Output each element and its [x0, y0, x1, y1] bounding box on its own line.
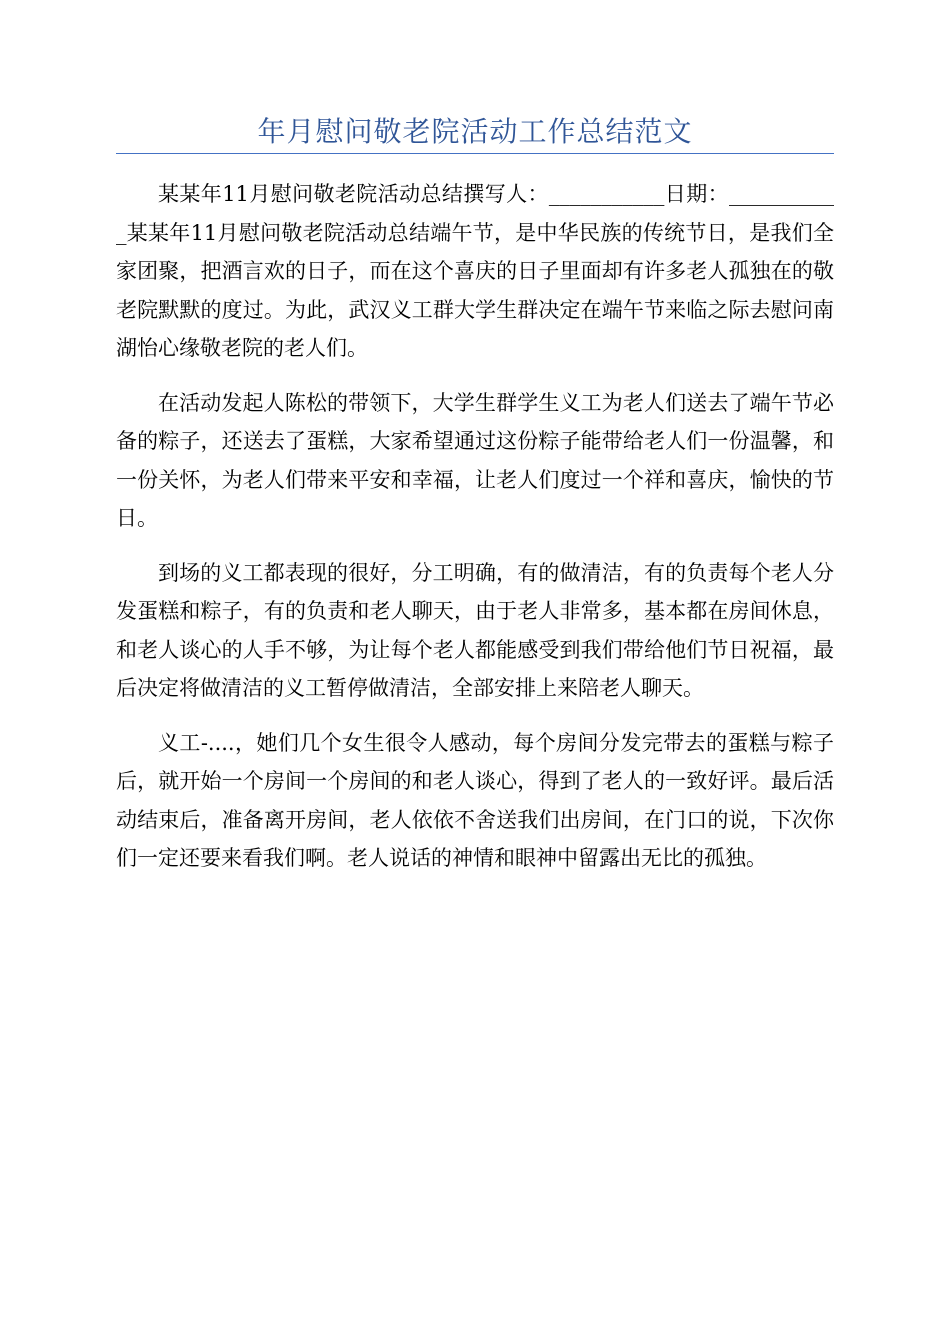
paragraph-3: 到场的义工都表现的很好，分工明确，有的做清洁，有的负责每个老人分发蛋糕和粽子，有的负责和老人聊天，由于老人非常多，基本都在房间休息，和老人谈心的人手不够，为让每个老人都能感受到我们带给他们节日祝福，最后决定将做清洁的义工暂停做清洁，全部安排上来陪老人聊天。 — [116, 560, 834, 700]
paragraph-4: 义工-....，她们几个女生很令人感动，每个房间分发完带去的蛋糕与粽子后，就开始一个房间一个房间的和老人谈心，得到了老人的一致好评。最后活动结束后，准备离开房间，老人依依不舍送我们出房间，在门口的说，下次你们一定还要来看我们啊。老人说话的神情和眼神中留露出无比的孤独。 — [116, 730, 834, 870]
paragraph-2: 在活动发起人陈松的带领下，大学生群学生义工为老人们送去了端午节必备的粽子，还送去了蛋糕，大家希望通过这份粽子能带给老人们一份温馨，和一份关怀，为老人们带来平安和幸福，让老人们度过一个祥和喜庆，愉快的节日。 — [116, 390, 834, 530]
paragraph-1: 某某年11月慰问敬老院活动总结撰写人：___________日期：___________某某年11月慰问敬老院活动总结端午节，是中华民族的传统节日，是我们全家团聚，把酒言欢的日子，而在这个喜庆的日子里面却有许多老人孤独在的敬老院默默的度过。为此，武汉义工群大学生群决定在端午节来临之际去慰问南湖怡心缘敬老院的老人们。 — [116, 182, 834, 360]
document-title: 年月慰问敬老院活动工作总结范文 — [257, 115, 693, 148]
document-body — [116, 175, 834, 894]
title-underline — [116, 153, 834, 154]
